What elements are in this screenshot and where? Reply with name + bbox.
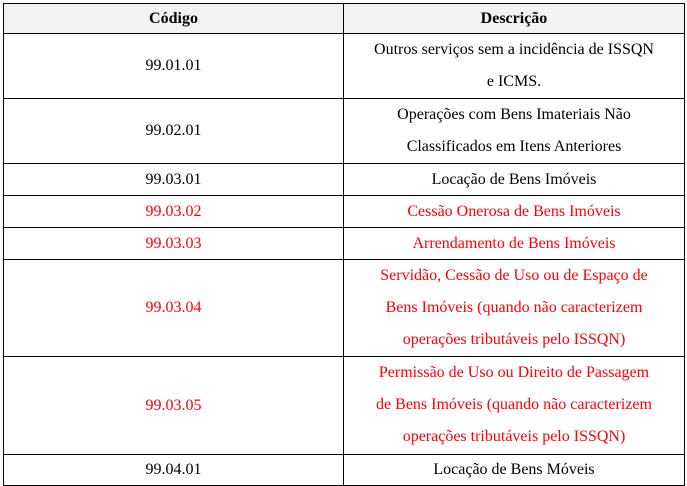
table-row [4,357,685,455]
header-description: Descrição [344,4,685,34]
description-line: Cessão Onerosa de Bens Imóveis [407,202,621,220]
table-row [4,455,685,486]
description-line: Permissão de Uso ou Direito de Passagem [378,364,650,381]
description-cell [344,196,685,228]
description-cell [344,34,685,99]
code-cell: 99.03.01 [4,164,344,196]
table-row [4,99,685,164]
description-cell [344,455,685,486]
description-cell [344,164,685,196]
description-line: Arrendamento de Bens Imóveis [412,234,616,252]
description-line: Locação de Bens Móveis [433,461,595,478]
description-line: Outros serviços sem a incidência de ISSQN [374,41,654,58]
description-line: operações tributáveis pelo ISSQN) [402,428,626,445]
table-header-row [4,4,685,34]
table-row [4,260,685,357]
description-line: operações tributáveis pelo ISSQN) [402,331,626,348]
description-line: Operações com Bens Imateriais Não [397,106,631,123]
description-cell [344,357,685,455]
description-cell [344,99,685,164]
code-cell: 99.03.03 [4,228,344,260]
description-line: de Bens Imóveis (quando não caracterizem [376,396,652,413]
code-cell: 99.03.04 [4,260,344,357]
codes-table [3,3,685,486]
table-row [4,196,685,228]
code-cell: 99.01.01 [4,34,344,99]
code-cell: 99.04.01 [4,455,344,486]
description-cell [344,260,685,357]
description-line: e ICMS. [486,73,542,90]
table-row [4,164,685,196]
description-line: Bens Imóveis (quando não caracterizem [385,299,643,316]
description-line: Locação de Bens Imóveis [431,170,597,188]
code-cell: 99.02.01 [4,99,344,164]
header-code: Código [4,4,344,34]
description-cell [344,228,685,260]
table-row [4,34,685,99]
code-cell: 99.03.05 [4,357,344,455]
code-cell: 99.03.02 [4,196,344,228]
table-row [4,228,685,260]
description-line: Classificados em Itens Anteriores [406,138,622,155]
description-line: Servidão, Cessão de Uso ou de Espaço de [380,267,648,284]
